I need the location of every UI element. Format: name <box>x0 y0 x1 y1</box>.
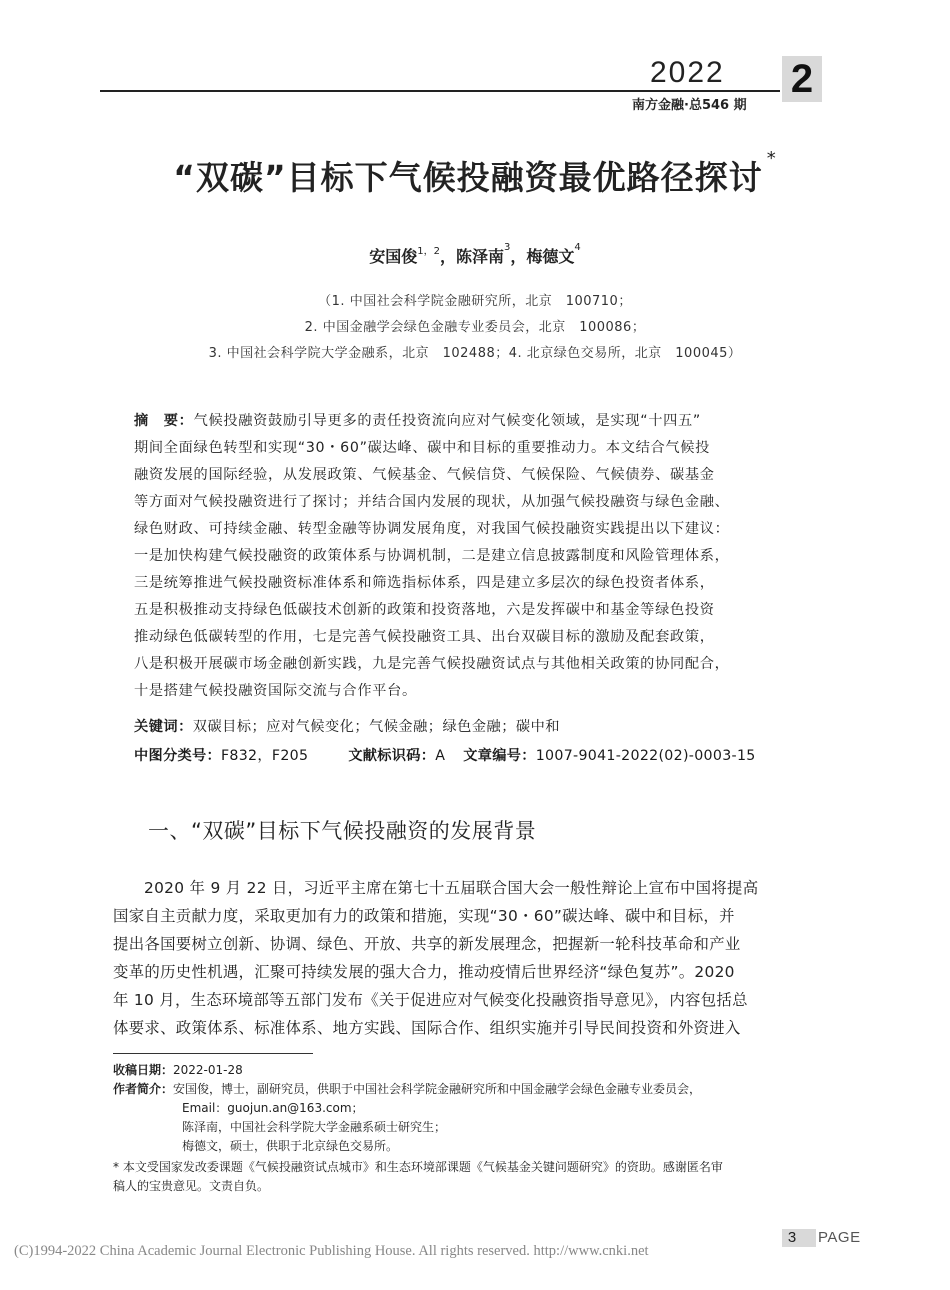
abstract-line <box>134 410 701 430</box>
abstract-line: 十是搭建气候投融资国际交流与合作平台。 <box>134 683 417 699</box>
abstract-line: 三是统筹推进气候投融资标准体系和筛选指标体系，四是建立多层次的绿色投资者体系， <box>134 575 715 591</box>
article-number-label: 文章编号： <box>463 748 536 764</box>
author-affiliation-mark: 1，2 <box>417 246 440 257</box>
abstract-line: 等方面对气候投融资进行了探讨；并结合国内发展的现状，从加强气候投融资与绿色金融、 <box>134 494 730 510</box>
received-label: 收稿日期： <box>113 1063 174 1077</box>
funding-note: * 本文受国家发改委课题《气候投融资试点城市》和生态环境部课题《气候基金关键问题研究》的资助。感谢匿名审 <box>113 1160 723 1174</box>
author-email: Email：guojun.an@163.com； <box>182 1101 364 1115</box>
abstract-line: 期间全面绿色转型和实现“30・60”碳达峰、碳中和目标的重要推动力。本文结合气候投 <box>134 440 711 456</box>
received-date <box>113 1061 243 1078</box>
author-name: 安国俊 <box>369 247 418 266</box>
page-number: 3 <box>787 1229 797 1246</box>
issue-number: 2 <box>790 57 814 101</box>
author-separator: ， <box>510 247 527 266</box>
body-line: 2020 年 9 月 22 日，习近平主席在第七十五届联合国大会一般性辩论上宣布中国将提高 <box>144 879 759 897</box>
header-rule <box>100 90 780 92</box>
author-affiliation-mark: 3 <box>504 242 511 253</box>
author-bio-line: 陈泽南，中国社会科学院大学金融系硕士研究生； <box>182 1120 447 1134</box>
page-label: PAGE <box>818 1229 861 1246</box>
funding-note: 稿人的宝贵意见。文责自负。 <box>113 1179 270 1193</box>
received-value: 2022-01-28 <box>173 1063 243 1077</box>
author-bio-line <box>113 1080 701 1097</box>
abstract-line: 推动绿色低碳转型的作用，七是完善气候投融资工具、出台双碳目标的激励及配套政策， <box>134 629 715 645</box>
author-bio-label: 作者简介： <box>113 1082 174 1096</box>
body-line: 国家自主贡献力度，采取更加有力的政策和措施，实现“30・60”碳达峰、碳中和目标，并 <box>113 907 735 925</box>
doc-code-label: 文献标识码： <box>348 748 436 764</box>
journal-name: 南方金融·总546 期 <box>632 98 747 113</box>
author-bio-line: 梅德文，硕士，供职于北京绿色交易所。 <box>182 1139 399 1153</box>
body-line: 变革的历史性机遇，汇聚可持续发展的强大合力，推动疫情后世界经济“绿色复苏”。2020 <box>113 963 735 981</box>
author-name: 陈泽南 <box>455 247 504 266</box>
author-list <box>0 244 950 267</box>
section-heading: 一、“双碳”目标下气候投融资的发展背景 <box>148 819 537 843</box>
author-name: 梅德文 <box>526 247 575 266</box>
keywords-label: 关键词： <box>134 719 193 735</box>
abstract-text: 气候投融资鼓励引导更多的责任投资流向应对气候变化领域，是实现“十四五” <box>193 413 701 429</box>
affiliation-line: 2. 中国金融学会绿色金融专业委员会，北京 100086； <box>304 320 646 335</box>
keywords <box>134 716 560 736</box>
affiliation-line: （1. 中国社会科学院金融研究所，北京 100710； <box>318 294 632 309</box>
abstract-line: 五是积极推动支持绿色低碳技术创新的政策和投资落地，六是发挥碳中和基金等绿色投资 <box>134 602 715 618</box>
author-bio-text: 安国俊，博士，副研究员，供职于中国社会科学院金融研究所和中国金融学会绿色金融专业委员会， <box>173 1082 702 1096</box>
article-number-value: 1007-9041-2022(02)-0003-15 <box>535 748 756 764</box>
body-line: 提出各国要树立创新、协调、绿色、开放、共享的新发展理念，把握新一轮科技革命和产业 <box>113 935 741 953</box>
abstract-line: 八是积极开展碳市场金融创新实践，九是完善气候投融资试点与其他相关政策的协同配合， <box>134 656 730 672</box>
body-line: 年 10 月，生态环境部等五部门发布《关于促进应对气候变化投融资指导意见》，内容包括总 <box>113 991 748 1009</box>
copyright-watermark: (C)1994-2022 China Academic Journal Electronic Publishing House. All rights reserved. http://www.cnki.net <box>14 1243 649 1259</box>
footnote-rule <box>113 1053 313 1054</box>
abstract-line: 一是加快构建气候投融资的政策体系与协调机制，二是建立信息披露制度和风险管理体系， <box>134 548 730 564</box>
paper-title-text: “双碳”目标下气候投融资最优路径探讨 <box>173 158 763 197</box>
paper-title <box>0 148 950 199</box>
abstract-label: 摘 要： <box>134 413 194 429</box>
author-affiliation-mark: 4 <box>574 242 581 253</box>
abstract-line: 绿色财政、可持续金融、转型金融等协调发展角度，对我国气候投融资实践提出以下建议： <box>134 521 730 537</box>
clc-value: F832，F205 <box>220 748 309 764</box>
clc-label: 中图分类号： <box>134 748 221 764</box>
doc-code-value: A <box>435 748 446 764</box>
classification-line <box>134 745 756 765</box>
title-footnote-mark: * <box>766 148 777 169</box>
affiliation-line: 3. 中国社会科学院大学金融系，北京 102488；4. 北京绿色交易所，北京 100045） <box>208 346 742 361</box>
author-separator: ， <box>439 247 456 266</box>
keywords-value: 双碳目标；应对气候变化；气候金融；绿色金融；碳中和 <box>192 719 560 735</box>
journal-year: 2022 <box>650 56 725 89</box>
abstract-line: 融资发展的国际经验，从发展政策、气候基金、气候信贷、气候保险、气候债券、碳基金 <box>134 467 715 483</box>
body-line: 体要求、政策体系、标准体系、地方实践、国际合作、组织实施并引导民间投资和外资进入 <box>113 1019 741 1037</box>
